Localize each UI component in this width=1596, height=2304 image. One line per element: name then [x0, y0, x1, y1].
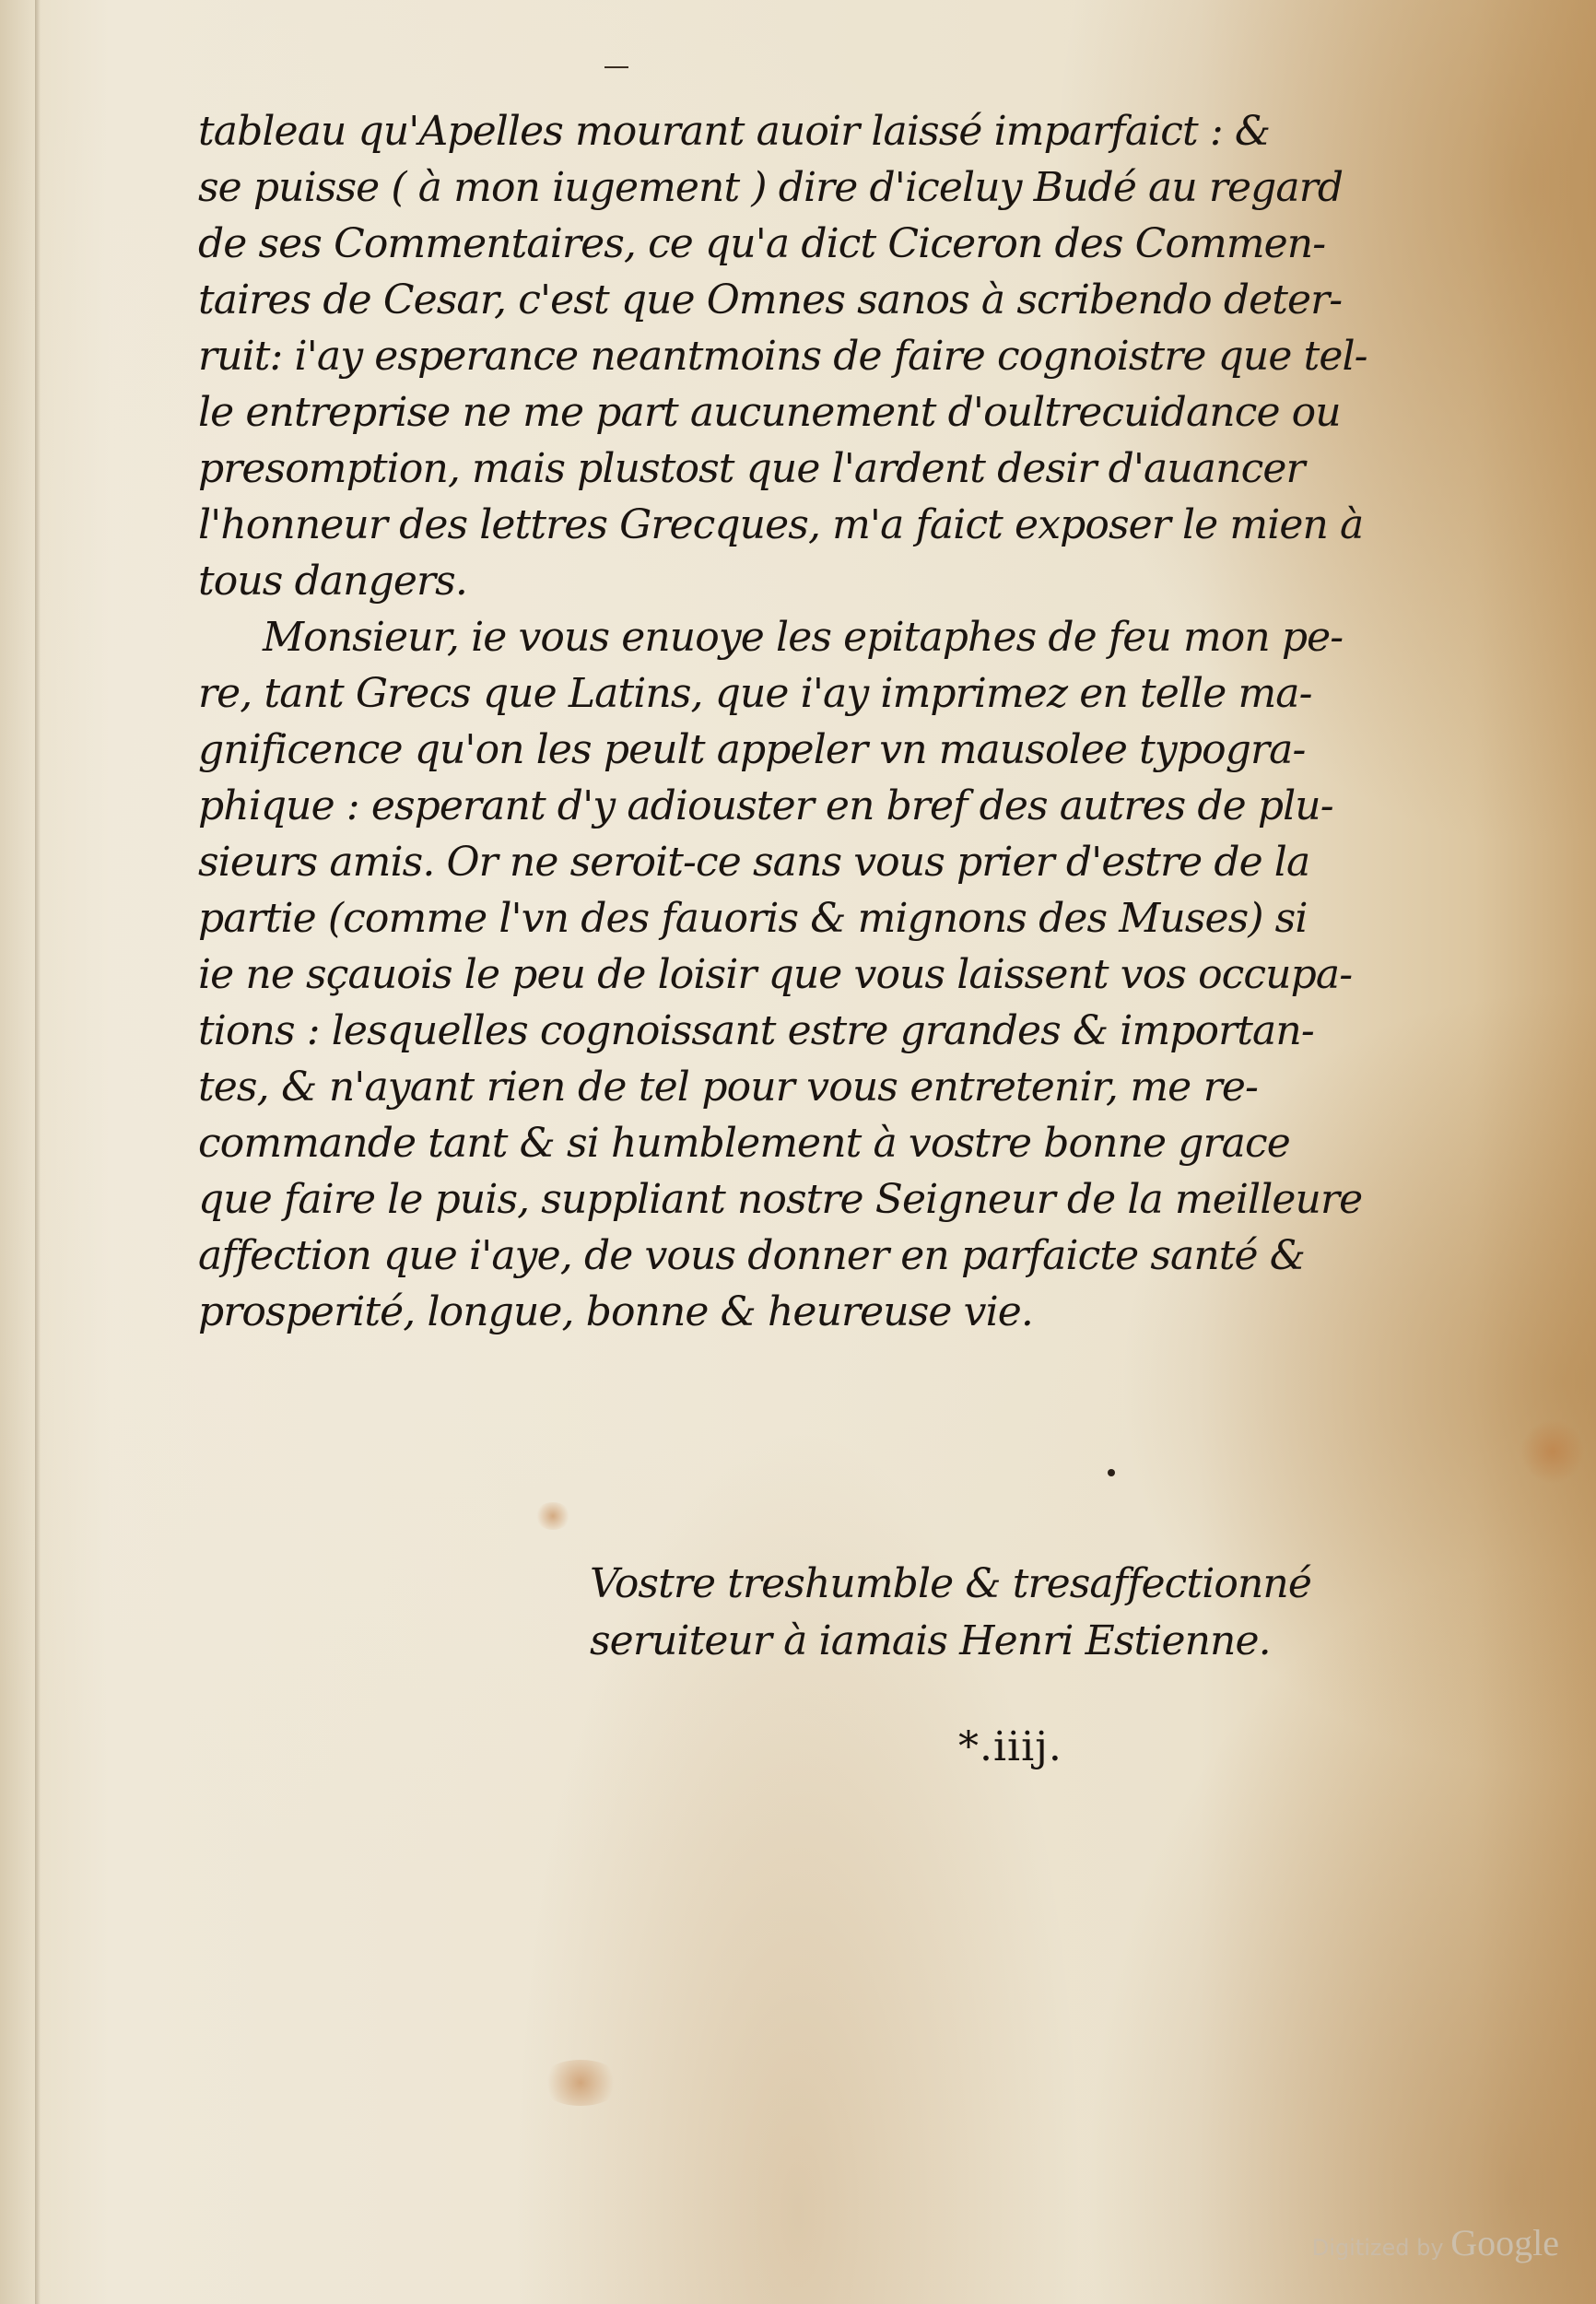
text-line: presomption, mais plustost que l'ardent desir d'auancer — [198, 445, 1305, 492]
signature-line-2: seruiteur à iamais Henri Estienne. — [590, 1617, 1271, 1664]
text-line: Monsieur, ie vous enuoye les epitaphes de feu mon pe- — [263, 614, 1344, 661]
text-line: tous dangers. — [198, 558, 467, 605]
text-line: tions : lesquelles cognoissant estre grandes & importan- — [198, 1007, 1314, 1054]
paper-stain — [534, 1502, 571, 1530]
text-line: phique : esperant d'y adiouster en bref des autres de plu- — [198, 782, 1333, 829]
text-line: prosperité, longue, bonne & heureuse vie. — [198, 1288, 1033, 1335]
text-line: tableau qu'Apelles mourant auoir laissé imparfaict : & — [198, 108, 1271, 155]
text-line: que faire le puis, suppliant nostre Seigneur de la meilleure — [198, 1176, 1363, 1223]
text-line: sieurs amis. Or ne seroit-ce sans vous prier d'estre de la — [198, 839, 1310, 886]
ink-dot — [1108, 1469, 1115, 1476]
digitization-watermark — [1312, 2221, 1559, 2264]
text-line: affection que i'aye, de vous donner en parfaicte santé & — [198, 1232, 1306, 1279]
text-line: le entreprise ne me part aucunement d'oultrecuidance ou — [198, 389, 1341, 436]
signature-line-1: Vostre treshumble & tresaffectionné — [590, 1560, 1311, 1607]
body-text — [198, 103, 1367, 1340]
paper-stain — [1520, 1419, 1585, 1484]
header-dash — [604, 66, 628, 68]
signature-block — [590, 1556, 1311, 1670]
text-line: taires de Cesar, c'est que Omnes sanos à scribendo deter- — [198, 276, 1343, 323]
text-line: ie ne sçauois le peu de loisir que vous laissent vos occupa- — [198, 951, 1353, 998]
paper-stain — [539, 2060, 622, 2106]
text-line: re, tant Grecs que Latins, que i'ay imprimez en telle ma- — [198, 670, 1312, 717]
text-line: l'honneur des lettres Grecques, m'a faict exposer le mien à — [198, 501, 1364, 548]
text-line: tes, & n'ayant rien de tel pour vous entretenir, me re- — [198, 1064, 1258, 1111]
watermark-prefix: Digitized by — [1311, 2235, 1444, 2261]
watermark-brand: Google — [1450, 2222, 1559, 2263]
text-line: de ses Commentaires, ce qu'a dict Ciceron des Commen- — [198, 220, 1326, 267]
page-binding-shadow — [35, 0, 41, 2304]
text-line: se puisse ( à mon iugement ) dire d'iceluy Budé au regard — [198, 164, 1344, 211]
text-line: gnificence qu'on les peult appeler vn mausolee typogra- — [198, 726, 1306, 773]
page-number: *.iiij. — [958, 1723, 1062, 1770]
text-line: ruit: i'ay esperance neantmoins de faire cognoistre que tel- — [198, 333, 1367, 380]
text-line: partie (comme l'vn des fauoris & mignons des Muses) si — [198, 895, 1308, 942]
text-line: commande tant & si humblement à vostre bonne grace — [198, 1120, 1290, 1167]
